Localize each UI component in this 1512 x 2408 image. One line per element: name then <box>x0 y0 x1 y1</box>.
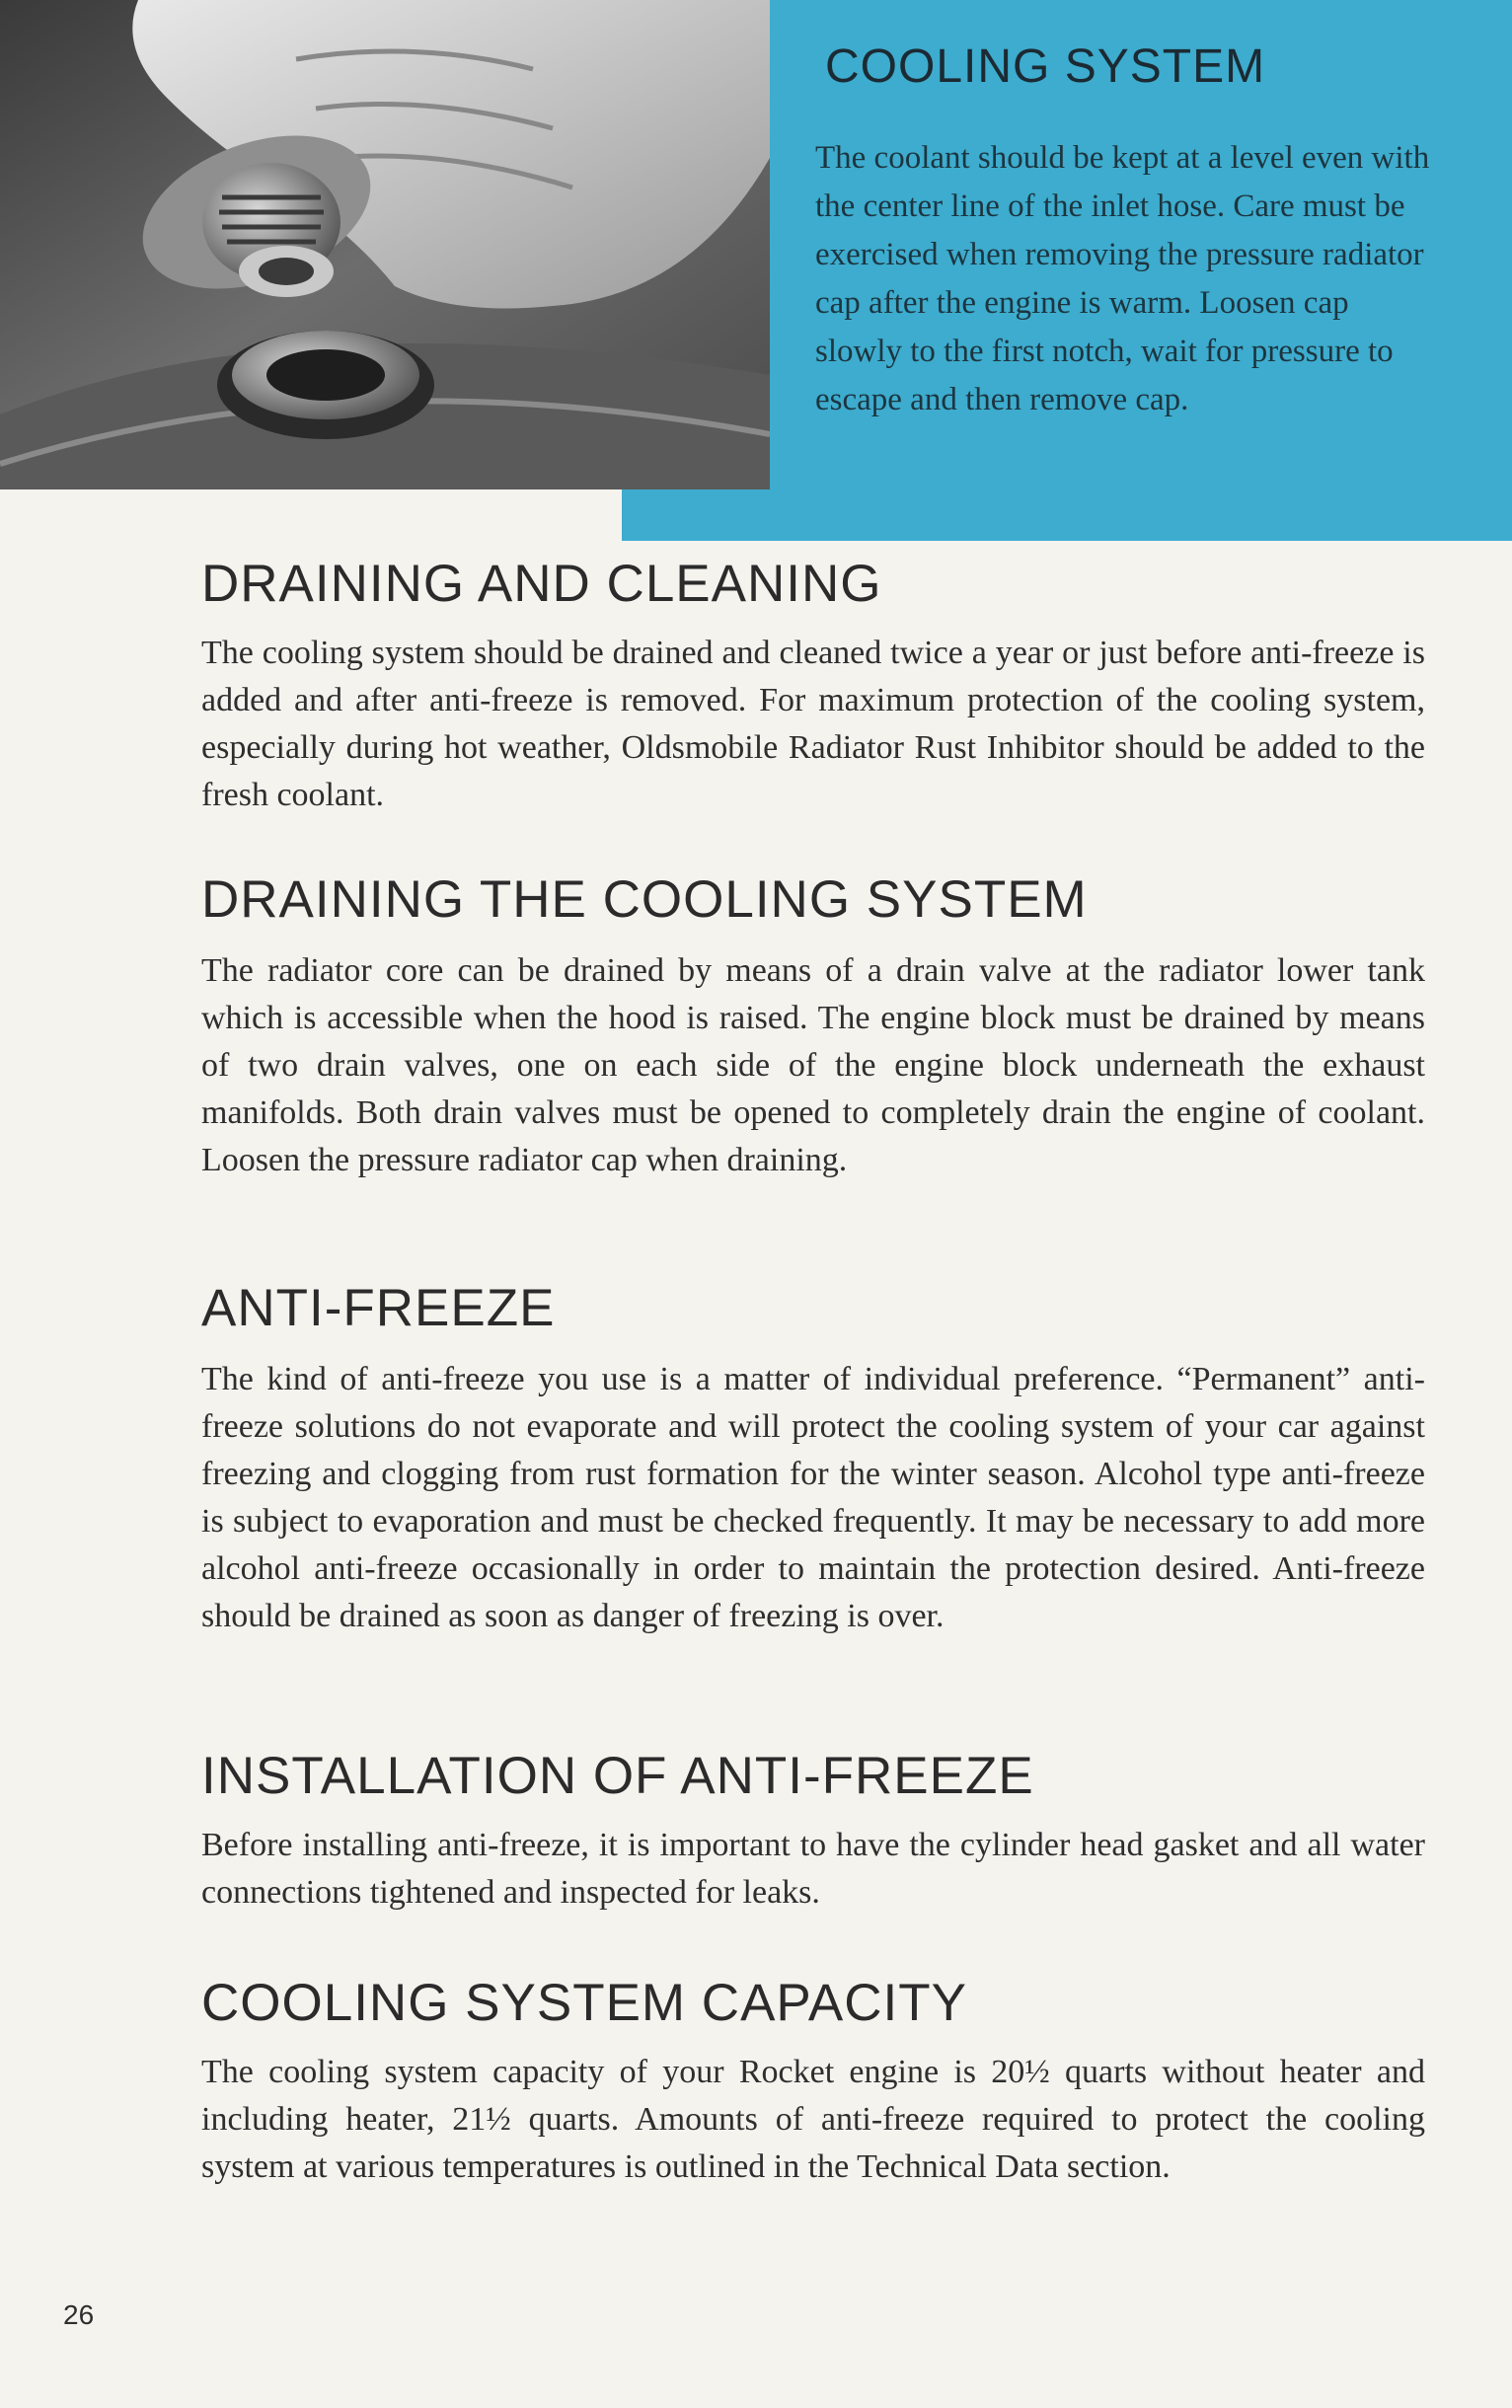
section-draining-and-cleaning <box>201 553 1425 819</box>
section-body: Before installing anti-freeze, it is important to have the cylinder head gasket and all water connections tightened and inspected for leaks. <box>201 1827 1425 1911</box>
section-heading: ANTI-FREEZE <box>201 1279 556 1337</box>
section-cooling-system-capacity <box>201 1972 1425 2191</box>
cooling-system-title: COOLING SYSTEM <box>825 40 1266 93</box>
section-body: The radiator core can be drained by means of a drain valve at the radiator lower tank which is accessible when the hood is raised. The engine block must be drained by means of two drain valves, one on each side of the engine block underneath the exhaust manifolds. Both drain valves must be opened to completely drain the engine of coolant. Loosen the pressure radiator cap when draining. <box>201 952 1425 1178</box>
section-heading: DRAINING AND CLEANING <box>201 555 882 613</box>
section-body: The kind of anti-freeze you use is a matter of individual preference. “Permanent” anti-freeze solutions do not evaporate and will protect the cooling system of your car against freezing and clogging from rust formation for the winter season. Alcohol type anti-freeze is subject to evaporation and must be checked frequently. It may be necessary to add more alcohol anti-freeze occasionally in order to maintain the protection desired. Anti-freeze should be drained as soon as danger of freezing is over. <box>201 1361 1425 1634</box>
section-heading: DRAINING THE COOLING SYSTEM <box>201 870 1088 929</box>
section-heading: INSTALLATION OF ANTI-FREEZE <box>201 1747 1034 1805</box>
page-number: 26 <box>63 2299 95 2330</box>
section-draining-the-cooling-system <box>201 868 1425 1184</box>
section-body: The cooling system capacity of your Rocket engine is 20½ quarts without heater and including heater, 21½ quarts. Amounts of anti-freeze required to protect the cooling system at various temperatures is outlined in the Technical Data section. <box>201 2054 1425 2185</box>
section-installation-of-anti-freeze <box>201 1745 1425 1917</box>
section-anti-freeze <box>201 1277 1425 1640</box>
section-heading: COOLING SYSTEM CAPACITY <box>201 1974 967 2032</box>
section-body: The cooling system should be drained and cleaned twice a year or just before anti-freeze is added and after anti-freeze is removed. For maximum protection of the cooling system, especially during hot weather, Oldsmobile Radiator Rust Inhibitor should be added to the fresh coolant. <box>201 635 1425 813</box>
cooling-system-intro: The coolant should be kept at a level even with the center line of the inlet hose. Care must be exercised when removing the pressure radiator cap after the engine is warm. Loosen cap slowly to the first notch, wait for pressure to escape and then remove cap. <box>815 140 1430 417</box>
radiator-cap-photo <box>0 0 770 489</box>
